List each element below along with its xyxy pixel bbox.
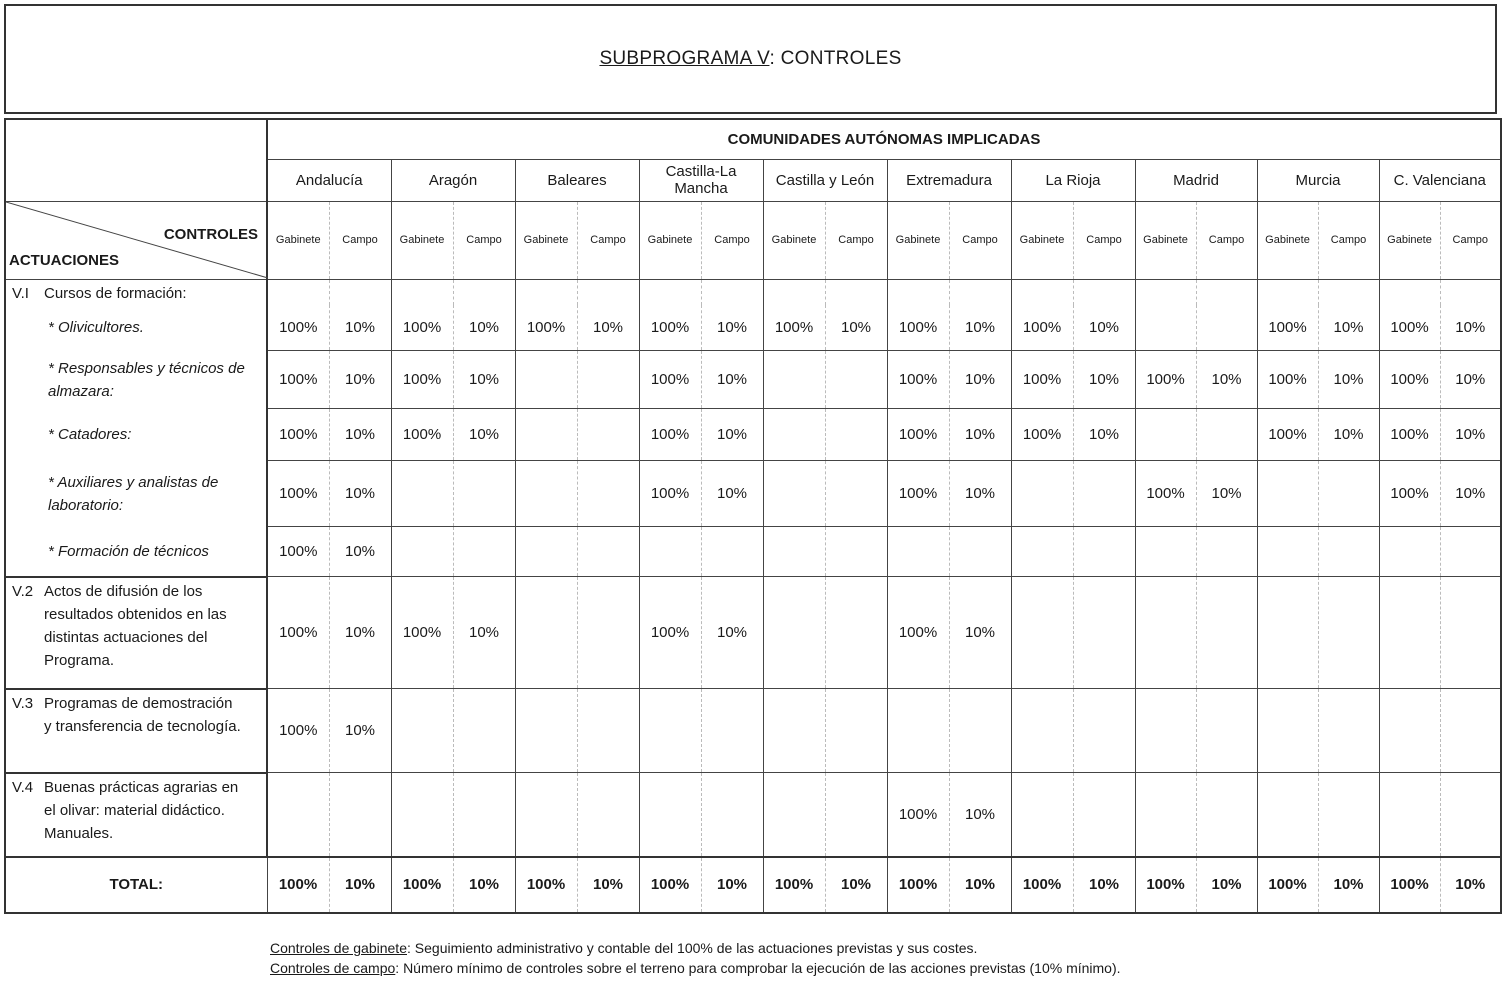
total-campo-value: 10%: [701, 857, 763, 913]
gabinete-value: [1011, 773, 1073, 857]
gabinete-header: Gabinete: [1379, 201, 1440, 279]
campo-value: 10%: [1196, 461, 1257, 527]
gabinete-value: 100%: [1379, 305, 1440, 351]
gabinete-value: [763, 351, 825, 409]
page-title: [599, 48, 901, 70]
empty-cell: [1135, 279, 1196, 305]
campo-header: Campo: [825, 201, 887, 279]
gabinete-value: [763, 577, 825, 689]
campo-value: 10%: [701, 461, 763, 527]
section-label: [5, 773, 267, 857]
gabinete-value: 100%: [1135, 461, 1196, 527]
campo-value: [1196, 689, 1257, 773]
empty-cell: [1440, 279, 1501, 305]
campo-header: Campo: [329, 201, 391, 279]
total-row: [5, 857, 1501, 913]
gabinete-value: 100%: [267, 351, 329, 409]
gabinete-value: [1011, 527, 1073, 577]
gabinete-header: Gabinete: [1135, 201, 1196, 279]
campo-header: Campo: [949, 201, 1011, 279]
empty-cell: [1318, 279, 1379, 305]
campo-value: 10%: [453, 305, 515, 351]
gabinete-value: 100%: [1379, 409, 1440, 461]
campo-value: [1318, 689, 1379, 773]
gabinete-value: [1379, 773, 1440, 857]
gabinete-value: 100%: [1135, 351, 1196, 409]
total-campo-value: 10%: [453, 857, 515, 913]
section-text: Programas de demostración y transferencia de tecnología.: [44, 694, 241, 735]
campo-value: [1440, 689, 1501, 773]
corner-empty: [5, 119, 267, 201]
gabinete-value: [267, 773, 329, 857]
gabinete-header: Gabinete: [1257, 201, 1318, 279]
campo-value: 10%: [825, 305, 887, 351]
gabinete-value: 100%: [391, 305, 453, 351]
empty-cell: [639, 279, 701, 305]
gabinete-header: Gabinete: [515, 201, 577, 279]
gabinete-value: [887, 689, 949, 773]
gabinete-value: [391, 461, 453, 527]
campo-value: [453, 461, 515, 527]
campo-value: [1073, 689, 1135, 773]
gabinete-value: [639, 527, 701, 577]
empty-cell: [1379, 279, 1440, 305]
gabinete-value: [391, 527, 453, 577]
campo-value: 10%: [1440, 461, 1501, 527]
campo-value: 10%: [329, 461, 391, 527]
section-row: [5, 773, 1501, 857]
gabinete-value: 100%: [639, 409, 701, 461]
empty-cell: [453, 279, 515, 305]
gabinete-value: [1257, 527, 1318, 577]
campo-value: [1196, 409, 1257, 461]
campo-value: 10%: [949, 577, 1011, 689]
diagonal-header: [5, 201, 267, 279]
campo-value: [1318, 773, 1379, 857]
gabinete-value: 100%: [1257, 409, 1318, 461]
gabinete-value: [639, 773, 701, 857]
empty-cell: [701, 279, 763, 305]
gabinete-value: [1257, 689, 1318, 773]
region-header: Madrid: [1135, 159, 1257, 201]
gabinete-value: [1379, 527, 1440, 577]
gabinete-value: 100%: [1257, 351, 1318, 409]
total-campo-value: 10%: [949, 857, 1011, 913]
gabinete-value: 100%: [887, 351, 949, 409]
campo-value: 10%: [701, 305, 763, 351]
campo-value: [1440, 773, 1501, 857]
gabinete-value: 100%: [391, 351, 453, 409]
campo-value: [949, 527, 1011, 577]
campo-value: 10%: [577, 305, 639, 351]
total-gabinete-value: 100%: [1379, 857, 1440, 913]
gabinete-value: 100%: [639, 461, 701, 527]
total-campo-value: 10%: [1440, 857, 1501, 913]
empty-cell: [577, 279, 639, 305]
gabinete-value: 100%: [639, 577, 701, 689]
gabinete-value: 100%: [639, 305, 701, 351]
gabinete-value: [515, 351, 577, 409]
gabinete-value: [391, 689, 453, 773]
note-text: : Seguimiento administrativo y contable del 100% de las actuaciones previstas y sus costes.: [407, 940, 978, 956]
campo-value: [1440, 527, 1501, 577]
region-header: Andalucía: [267, 159, 391, 201]
controls-table: [4, 118, 1502, 914]
campo-value: [825, 689, 887, 773]
gabinete-value: [1135, 773, 1196, 857]
empty-cell: [391, 279, 453, 305]
campo-header: Campo: [701, 201, 763, 279]
region-header: Aragón: [391, 159, 515, 201]
note-text: : Número mínimo de controles sobre el terreno para comprobar la ejecución de las acciones previstas (10% mínimo).: [395, 960, 1121, 976]
campo-value: 10%: [1440, 351, 1501, 409]
campo-value: [825, 409, 887, 461]
empty-cell: [825, 279, 887, 305]
section-row: [5, 577, 1501, 689]
campo-value: [1073, 577, 1135, 689]
campo-value: 10%: [949, 305, 1011, 351]
gabinete-value: [1135, 527, 1196, 577]
campo-value: [577, 577, 639, 689]
empty-cell: [267, 279, 329, 305]
gabinete-value: 100%: [267, 305, 329, 351]
total-gabinete-value: 100%: [1257, 857, 1318, 913]
region-header: La Rioja: [1011, 159, 1135, 201]
total-label: TOTAL:: [5, 857, 267, 913]
empty-cell: [949, 279, 1011, 305]
empty-cell: [329, 279, 391, 305]
campo-value: 10%: [329, 689, 391, 773]
table-row: [5, 527, 1501, 577]
campo-value: [577, 351, 639, 409]
section-label: [5, 689, 267, 773]
gabinete-value: [1135, 689, 1196, 773]
campo-value: 10%: [1196, 351, 1257, 409]
row-label: * Auxiliares y analistas de laboratorio:: [5, 461, 267, 527]
total-gabinete-value: 100%: [639, 857, 701, 913]
gabinete-header: Gabinete: [887, 201, 949, 279]
total-gabinete-value: 100%: [763, 857, 825, 913]
total-gabinete-value: 100%: [391, 857, 453, 913]
gabinete-value: [1135, 305, 1196, 351]
campo-value: [701, 527, 763, 577]
title-box: [4, 4, 1497, 114]
gabinete-value: [1135, 577, 1196, 689]
gabinete-header: Gabinete: [1011, 201, 1073, 279]
note-term: Controles de gabinete: [270, 940, 407, 956]
gabinete-value: [639, 689, 701, 773]
section-number: V.I: [12, 284, 29, 302]
region-header: Baleares: [515, 159, 639, 201]
empty-cell: [763, 279, 825, 305]
note-campo: [270, 958, 1121, 978]
row-label: * Formación de técnicos: [5, 527, 267, 577]
section-number: V.2: [12, 582, 34, 600]
gabinete-value: 100%: [887, 461, 949, 527]
campo-header: Campo: [1196, 201, 1257, 279]
footnotes: [270, 938, 1121, 978]
gabinete-value: 100%: [267, 409, 329, 461]
campo-value: [453, 773, 515, 857]
gabinete-value: 100%: [1011, 351, 1073, 409]
campo-value: [701, 773, 763, 857]
gabinete-value: [763, 527, 825, 577]
gabinete-value: [1135, 409, 1196, 461]
total-gabinete-value: 100%: [1135, 857, 1196, 913]
campo-value: 10%: [1440, 305, 1501, 351]
campo-value: [1073, 773, 1135, 857]
campo-value: [577, 461, 639, 527]
empty-cell: [1196, 279, 1257, 305]
gabinete-header: Gabinete: [391, 201, 453, 279]
campo-value: 10%: [453, 409, 515, 461]
gabinete-value: [1379, 689, 1440, 773]
campo-value: [1196, 527, 1257, 577]
total-gabinete-value: 100%: [267, 857, 329, 913]
gabinete-value: [763, 773, 825, 857]
total-gabinete-value: 100%: [515, 857, 577, 913]
row-label: * Responsables y técnicos de almazara:: [5, 351, 267, 409]
campo-value: [949, 689, 1011, 773]
campo-value: 10%: [1318, 409, 1379, 461]
campo-value: [1073, 461, 1135, 527]
campo-value: 10%: [1318, 351, 1379, 409]
table-row: [5, 409, 1501, 461]
gabinete-value: [763, 461, 825, 527]
region-header: Extremadura: [887, 159, 1011, 201]
note-term: Controles de campo: [270, 960, 396, 976]
section-row: [5, 279, 1501, 305]
gabinete-value: [887, 527, 949, 577]
empty-cell: [1257, 279, 1318, 305]
gabinete-header: Gabinete: [763, 201, 825, 279]
gabinete-value: 100%: [639, 351, 701, 409]
campo-value: [1440, 577, 1501, 689]
gabinete-value: [1257, 461, 1318, 527]
total-campo-value: 10%: [329, 857, 391, 913]
region-header: C. Valenciana: [1379, 159, 1501, 201]
campo-value: [1196, 577, 1257, 689]
gabinete-value: 100%: [1011, 409, 1073, 461]
gabinete-value: [515, 461, 577, 527]
section-text: Cursos de formación:: [44, 284, 187, 302]
campo-value: [577, 527, 639, 577]
campo-value: [577, 409, 639, 461]
total-gabinete-value: 100%: [1011, 857, 1073, 913]
campo-header: Campo: [1073, 201, 1135, 279]
gabinete-value: [515, 577, 577, 689]
campo-value: 10%: [1073, 409, 1135, 461]
campo-value: [1196, 773, 1257, 857]
region-header: Castilla-La Mancha: [639, 159, 763, 201]
gabinete-header: Gabinete: [267, 201, 329, 279]
campo-value: 10%: [949, 351, 1011, 409]
campo-value: 10%: [1440, 409, 1501, 461]
gabinete-value: 100%: [887, 409, 949, 461]
campo-value: 10%: [329, 351, 391, 409]
gabinete-value: [763, 689, 825, 773]
campo-value: [825, 577, 887, 689]
gabinete-value: [391, 773, 453, 857]
gabinete-value: 100%: [1011, 305, 1073, 351]
actuaciones-label: ACTUACIONES: [9, 251, 120, 269]
campo-value: [1318, 527, 1379, 577]
gabinete-value: 100%: [763, 305, 825, 351]
gabinete-value: 100%: [515, 305, 577, 351]
total-campo-value: 10%: [577, 857, 639, 913]
row-label: * Catadores:: [5, 409, 267, 461]
section-label: [5, 279, 267, 305]
total-campo-value: 10%: [1196, 857, 1257, 913]
gabinete-value: [1379, 577, 1440, 689]
campo-value: [1073, 527, 1135, 577]
section-row: [5, 689, 1501, 773]
gabinete-value: 100%: [1257, 305, 1318, 351]
campo-value: [453, 689, 515, 773]
gabinete-value: 100%: [887, 577, 949, 689]
gabinete-value: 100%: [1379, 351, 1440, 409]
controles-label: CONTROLES: [163, 225, 258, 243]
campo-value: 10%: [701, 351, 763, 409]
section-text: Actos de difusión de los resultados obtenidos en las distintas actuaciones del Programa.: [44, 582, 227, 669]
gabinete-value: [515, 409, 577, 461]
gabinete-header: Gabinete: [639, 201, 701, 279]
gabinete-value: 100%: [887, 773, 949, 857]
gabinete-value: [1257, 577, 1318, 689]
campo-value: [825, 527, 887, 577]
section-number: V.3: [12, 694, 34, 712]
table-row: [5, 305, 1501, 351]
campo-value: [1196, 305, 1257, 351]
empty-cell: [515, 279, 577, 305]
gabinete-value: 100%: [267, 577, 329, 689]
gabinete-value: [515, 773, 577, 857]
gabinete-value: [515, 527, 577, 577]
campo-header: Campo: [577, 201, 639, 279]
campo-value: [577, 689, 639, 773]
campo-value: 10%: [1318, 305, 1379, 351]
campo-value: 10%: [701, 577, 763, 689]
total-campo-value: 10%: [1318, 857, 1379, 913]
campo-value: 10%: [329, 527, 391, 577]
region-header: Murcia: [1257, 159, 1379, 201]
gabinete-value: 100%: [267, 689, 329, 773]
title-underlined: SUBPROGRAMA V: [599, 48, 770, 69]
total-gabinete-value: 100%: [887, 857, 949, 913]
campo-value: [1318, 577, 1379, 689]
campo-value: [701, 689, 763, 773]
gabinete-value: 100%: [887, 305, 949, 351]
region-header: Castilla y León: [763, 159, 887, 201]
campo-value: 10%: [329, 577, 391, 689]
empty-cell: [1073, 279, 1135, 305]
total-campo-value: 10%: [1073, 857, 1135, 913]
campo-value: 10%: [949, 461, 1011, 527]
campo-value: 10%: [329, 305, 391, 351]
campo-value: [825, 461, 887, 527]
gabinete-value: 100%: [1379, 461, 1440, 527]
campo-header: Campo: [1318, 201, 1379, 279]
campo-value: 10%: [701, 409, 763, 461]
title-rest: : CONTROLES: [769, 48, 902, 69]
campo-header: Campo: [453, 201, 515, 279]
campo-value: 10%: [1073, 351, 1135, 409]
table-row: [5, 351, 1501, 409]
row-label: * Olivicultores.: [5, 305, 267, 351]
campo-value: [577, 773, 639, 857]
campo-value: 10%: [949, 773, 1011, 857]
gabinete-value: [515, 689, 577, 773]
total-campo-value: 10%: [825, 857, 887, 913]
section-text: Buenas prácticas agrarias en el olivar: material didáctico. Manuales.: [44, 778, 239, 842]
empty-cell: [887, 279, 949, 305]
note-gabinete: [270, 938, 1121, 958]
section-label: [5, 577, 267, 689]
ccaa-header: COMUNIDADES AUTÓNOMAS IMPLICADAS: [267, 119, 1501, 159]
gabinete-value: [763, 409, 825, 461]
campo-value: 10%: [453, 577, 515, 689]
campo-value: [825, 773, 887, 857]
gabinete-value: [1011, 577, 1073, 689]
gabinete-value: 100%: [391, 577, 453, 689]
gabinete-value: 100%: [391, 409, 453, 461]
campo-value: 10%: [453, 351, 515, 409]
gabinete-value: [1011, 461, 1073, 527]
gabinete-value: [1257, 773, 1318, 857]
campo-value: 10%: [949, 409, 1011, 461]
gabinete-value: 100%: [267, 527, 329, 577]
gabinete-value: [1011, 689, 1073, 773]
campo-value: [453, 527, 515, 577]
section-number: V.4: [12, 778, 34, 796]
gabinete-value: 100%: [267, 461, 329, 527]
campo-header: Campo: [1440, 201, 1501, 279]
campo-value: [1318, 461, 1379, 527]
campo-value: [825, 351, 887, 409]
campo-value: [329, 773, 391, 857]
empty-cell: [1011, 279, 1073, 305]
campo-value: 10%: [1073, 305, 1135, 351]
campo-value: 10%: [329, 409, 391, 461]
table-row: [5, 461, 1501, 527]
